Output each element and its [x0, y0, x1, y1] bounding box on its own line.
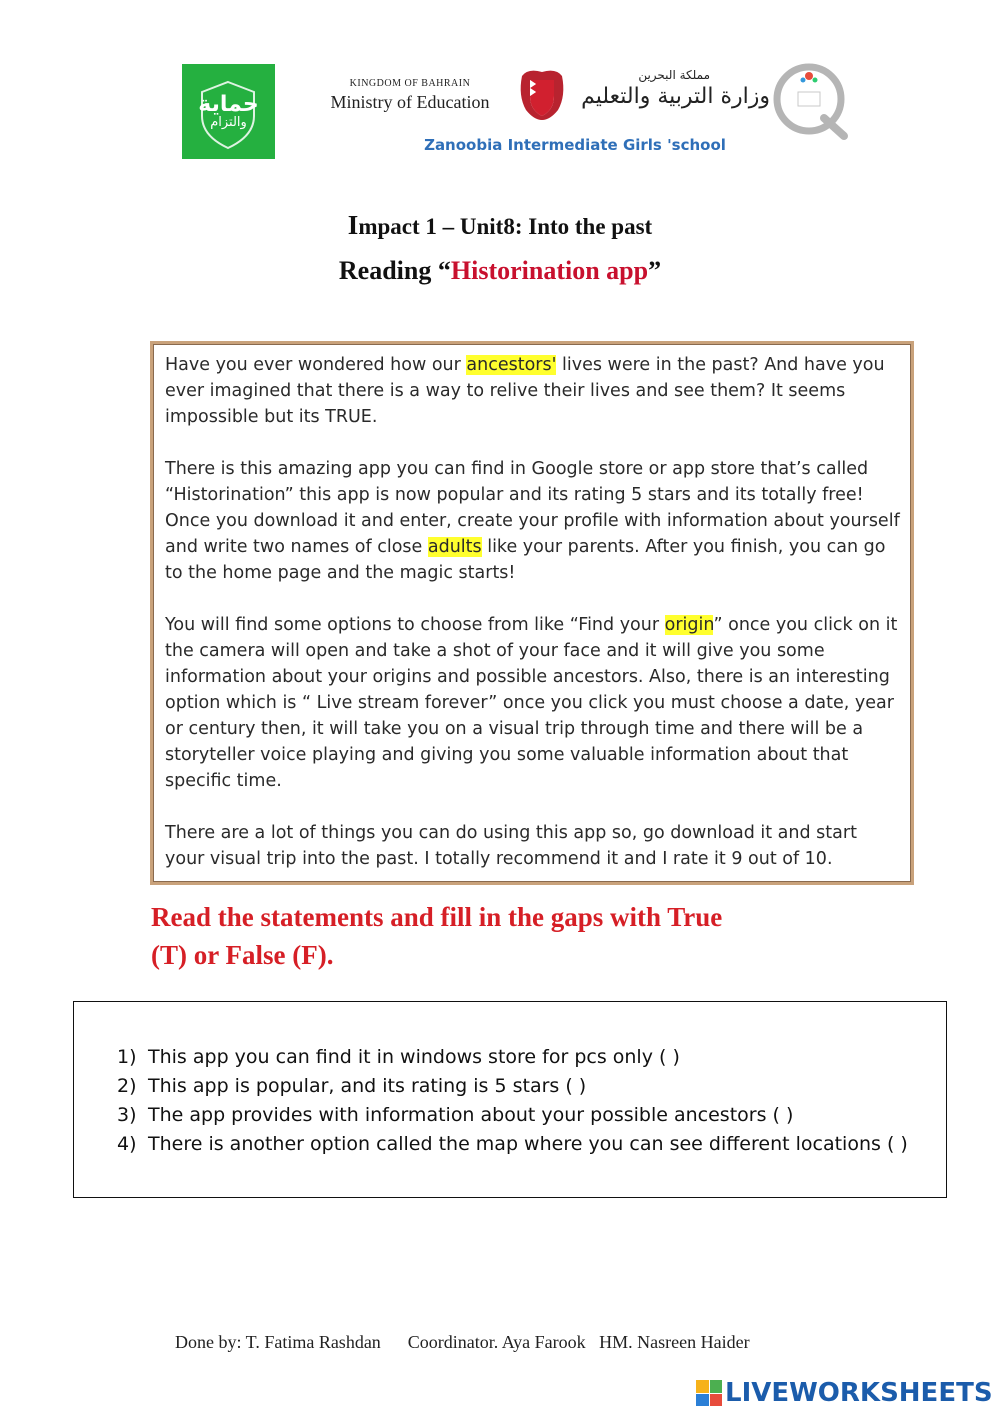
school-name: Zanoobia Intermediate Girls 'school	[424, 136, 726, 154]
reading-title-app: Historination app	[450, 256, 649, 285]
liveworksheets-grid-icon	[696, 1380, 722, 1406]
ministry-label: Ministry of Education	[330, 92, 490, 112]
paragraph-1-text-b: lives were in the past? And have you ever imagined that there is a way to relive their lives and see them? It seems impossible but its TRUE.	[165, 355, 885, 427]
instruction	[151, 898, 851, 974]
instruction-line-1: Read the statements and fill in the gaps with True	[151, 902, 723, 932]
paragraph-3-text-b: ” once you click on it the camera will open and take a shot of your face and it will give you some information about your origins and possible ancestors. Also, there is an interesting option which is “ Live stream forever” once you click you must choose a date, year or century then, it will take you on a visual trip through time and there will be a storyteller voice playing and giving you some valuable information about that specific time.	[165, 615, 898, 791]
unit-title	[0, 210, 1000, 241]
bahrain-emblem-icon	[516, 66, 568, 122]
paragraph-1	[165, 352, 901, 430]
statement-4	[117, 1130, 937, 1159]
highlight-ancestors: ancestors'	[466, 355, 557, 375]
credits-footer: Done by: T. Fatima Rashdan Coordinator. Aya Farook HM. Nasreen Haider	[175, 1332, 750, 1352]
statement-3	[117, 1101, 937, 1130]
liveworksheets-logo[interactable]	[696, 1378, 993, 1408]
statement-text[interactable]: The app provides with information about your possible ancestors ( )	[148, 1104, 794, 1126]
statement-1	[117, 1043, 937, 1072]
unit-title-rest: mpact 1 – Unit8: Into the past	[358, 214, 653, 239]
reading-title-suffix: ”	[648, 256, 662, 285]
arabic-kingdom-label: مملكة البحرين	[638, 68, 710, 82]
reading-title-prefix: Reading “	[338, 256, 451, 285]
statement-text[interactable]: This app you can find it in windows store for pcs only ( )	[148, 1046, 680, 1068]
kingdom-label: KINGDOM OF BAHRAIN	[349, 78, 471, 89]
green-logo-text-2: والتزام	[210, 114, 247, 130]
liveworksheets-wordmark: LIVEWORKSHEETS	[725, 1378, 993, 1408]
paragraph-1-text-a: Have you ever wondered how our	[165, 355, 467, 375]
green-logo-text-1: حماية	[198, 91, 259, 117]
paragraph-4: There are a lot of things you can do using this app so, go download it and start your visual trip into the past. I totally recommend it and I rate it 9 out of 10.	[165, 823, 857, 869]
statement-text[interactable]: There is another option called the map where you can see different locations ( )	[148, 1133, 908, 1155]
statement-number: 1)	[117, 1046, 137, 1068]
paragraph-2	[165, 456, 901, 586]
statement-number: 3)	[117, 1104, 137, 1126]
highlight-origin: origin	[664, 615, 714, 635]
ministry-arabic-title	[580, 68, 770, 112]
paragraph-3-text-a: You will find some options to choose from like “Find your	[165, 615, 665, 635]
reading-passage-box	[150, 341, 914, 885]
paragraph-2-text-b: like your parents. After you finish, you can go to the home page and the magic starts!	[165, 537, 886, 583]
unit-title-initial: I	[347, 210, 359, 240]
statement-2	[117, 1072, 937, 1101]
arabic-ministry-label: وزارة التربية والتعليم	[581, 84, 770, 109]
highlight-adults: adults	[427, 537, 482, 557]
quality-q-logo-icon	[772, 62, 850, 140]
instruction-line-2: (T) or False (F).	[151, 940, 334, 970]
statement-text[interactable]: This app is popular, and its rating is 5 stars ( )	[148, 1075, 587, 1097]
statement-number: 4)	[117, 1133, 137, 1155]
reading-title	[0, 256, 1000, 286]
statements-box	[73, 1001, 947, 1198]
paragraph-3	[165, 612, 901, 794]
statement-number: 2)	[117, 1075, 137, 1097]
paragraph-2-text-a: There is this amazing app you can find in Google store or app store that’s called “Historination” this app is now popular and its rating 5 stars and its totally free! Once you download it and enter, create your profile with information about yourself and write two names of close	[165, 459, 900, 557]
protection-commitment-logo	[182, 64, 275, 159]
